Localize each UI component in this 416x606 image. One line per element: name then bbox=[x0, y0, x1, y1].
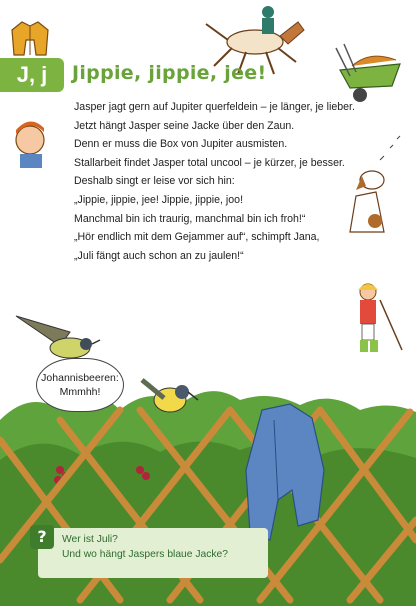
story-line: Denn er muss die Box von Jupiter ausmisten. bbox=[74, 138, 288, 151]
story-line: Deshalb singt er leise vor sich hin: bbox=[74, 175, 235, 188]
question-text bbox=[62, 532, 228, 562]
letter-tab bbox=[0, 58, 64, 92]
jacket-icon bbox=[12, 22, 48, 55]
story-line: Stallarbeit findet Jasper total uncool – je kürzer, je besser. bbox=[74, 156, 345, 169]
story-line: „Juli fängt auch schon an zu jaulen!“ bbox=[74, 249, 244, 262]
question-line-1: Wer ist Juli? bbox=[62, 534, 118, 545]
wheelbarrow-illustration bbox=[336, 44, 400, 102]
story-text bbox=[74, 98, 374, 265]
boy-jasper-illustration bbox=[16, 121, 44, 168]
question-line-2: Und wo hängt Jaspers blaue Jacke? bbox=[62, 549, 228, 560]
speech-line-2: Mmmhh! bbox=[59, 386, 101, 398]
speech-line-1: Johannisbeeren: bbox=[41, 372, 119, 384]
page-title: Jippie, jippie, jee! bbox=[72, 62, 267, 84]
story-line: Manchmal bin ich traurig, manchmal bin ich froh!“ bbox=[74, 212, 306, 225]
story-line: „Jippie, jippie, jee! Jippie, jippie, joo! bbox=[74, 193, 244, 206]
question-mark-icon: ? bbox=[30, 525, 54, 549]
speech-bubble bbox=[36, 358, 124, 412]
story-line: Jetzt hängt Jasper seine Jacke über den Zaun. bbox=[74, 119, 295, 132]
story-line: Jasper jagt gern auf Jupiter querfeldein – je länger, je lieber. bbox=[74, 101, 355, 113]
flying-bird-illustration bbox=[16, 316, 100, 358]
letter-label: J, j bbox=[16, 62, 48, 87]
story-line: „Hör endlich mit dem Gejammer auf“, schimpft Jana, bbox=[74, 231, 320, 244]
girl-jana-illustration bbox=[358, 284, 402, 352]
